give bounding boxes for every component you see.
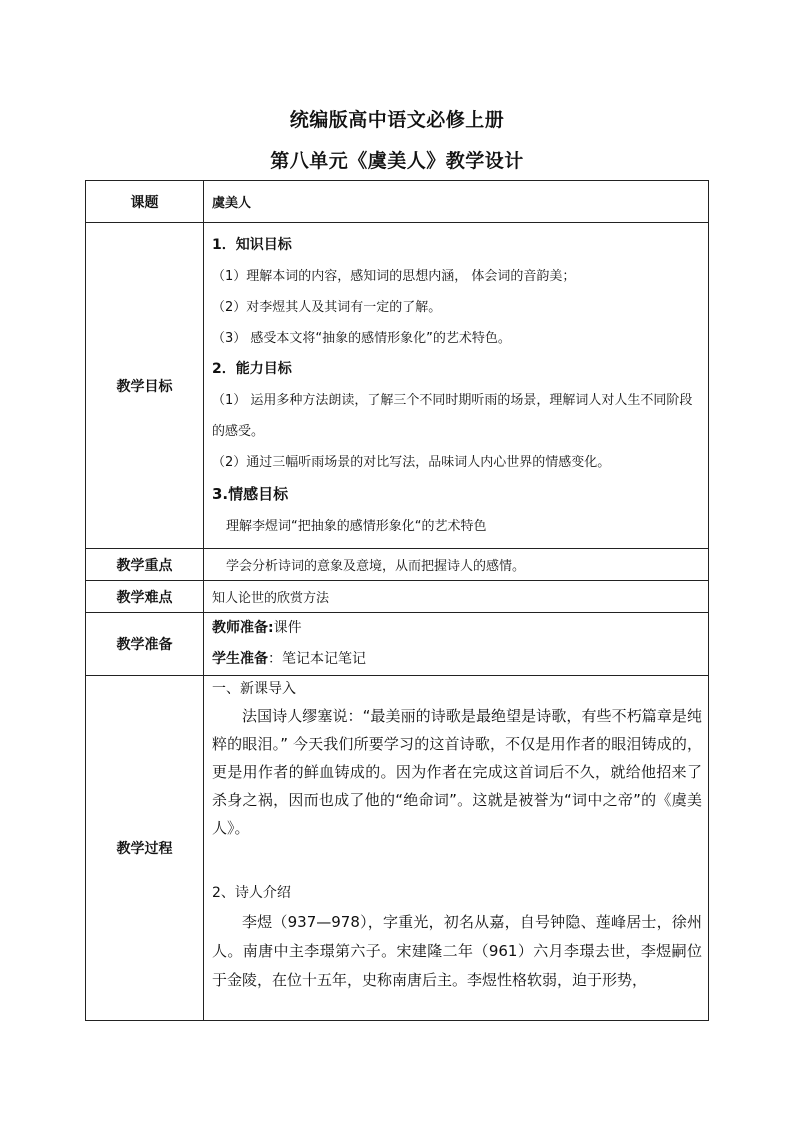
knowledge-goal-2: （2）对李煜其人及其词有一定的了解。 (212, 299, 442, 315)
ability-goal-1: （1） 运用多种方法朗读，了解三个不同时期听雨的场景，理解词人对人生不同阶段的感受。 (212, 392, 693, 439)
key-point-value (204, 549, 709, 581)
topic-label: 课题 (86, 181, 204, 223)
row-process (86, 676, 709, 1021)
student-prep (212, 644, 702, 675)
teacher-prep-value: 课件 (273, 620, 302, 636)
spacer (212, 842, 702, 878)
knowledge-goal-heading: 1．知识目标 (212, 236, 292, 253)
ability-goal-heading: 2．能力目标 (212, 360, 292, 377)
student-prep-value: ：笔记本记笔记 (268, 651, 366, 667)
lesson-plan-table (85, 180, 709, 1021)
knowledge-goal-3: （3） 感受本文将“抽象的感情形象化”的艺术特色。 (212, 330, 511, 346)
row-key-point (86, 549, 709, 581)
prep-label: 教学准备 (86, 613, 204, 676)
difficulty-value: 知人论世的欣赏方法 (204, 581, 709, 613)
key-point-label: 教学重点 (86, 549, 204, 581)
emotion-goal-heading: 3.情感目标 (212, 484, 289, 503)
row-difficulty (86, 581, 709, 613)
key-point-text: 学会分析诗词的意象及意境，从而把握诗人的感情。 (226, 559, 526, 574)
section2-heading: 2、诗人介绍 (212, 885, 291, 901)
section1-body: 法国诗人缪塞说：“最美丽的诗歌是最绝望是诗歌，有些不朽篇章是纯粹的眼泪。” 今天我们所要学习的这首诗歌，不仅是用作者的眼泪铸成的，更是用作者的鲜血铸成的。因为作者在完成这首词后不久，就给他招来了杀身之祸，因而也成了他的“绝命词”。这就是被誉为“词中之帝”的《虞美人》。 (212, 707, 702, 837)
section1-heading: 一、新课导入 (212, 681, 296, 697)
difficulty-label: 教学难点 (86, 581, 204, 613)
student-prep-label: 学生准备 (212, 651, 268, 667)
ability-goal-2: （2）通过三幅听雨场景的对比写法，品味词人内心世界的情感变化。 (212, 454, 611, 470)
emotion-goal-1: 理解李煜词“把抽象的感情形象化“的艺术特色 (226, 518, 487, 534)
prep-content (204, 613, 709, 676)
goals-label: 教学目标 (86, 223, 204, 549)
goals-content (204, 223, 709, 549)
section2-body: 李煜（937—978），字重光，初名从嘉，自号钟隐、莲峰居士，徐州人。南唐中主李璟第六子。宋建隆二年（961）六月李璟去世，李煜嗣位于金陵，在位十五年，史称南唐后主。李煜性格软弱，迫于形势， (212, 913, 702, 989)
teacher-prep-label: 教师准备: (212, 620, 274, 636)
document-title: 统编版高中语文必修上册 (289, 109, 505, 131)
row-goals (86, 223, 709, 549)
teacher-prep (212, 613, 702, 644)
row-topic (86, 181, 709, 223)
process-label: 教学过程 (86, 676, 204, 1021)
document-subtitle: 第八单元《虞美人》教学设计 (270, 150, 524, 172)
row-preparation (86, 613, 709, 676)
process-content (204, 676, 709, 1021)
knowledge-goal-1: （1）理解本词的内容，感知词的思想内涵， 体会词的音韵美； (212, 268, 576, 284)
topic-value: 虞美人 (204, 181, 709, 223)
